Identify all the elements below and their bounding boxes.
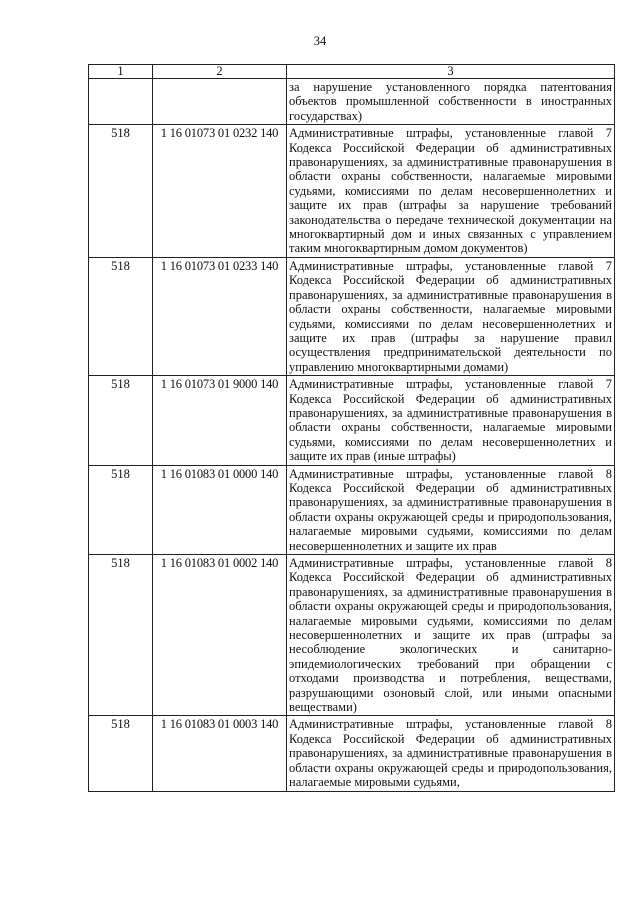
admin-code-cell: 518 [89,465,153,554]
column-header-3: 3 [287,65,615,79]
column-header-2: 2 [153,65,287,79]
revenue-code-cell: 1 16 01073 01 0233 140 [153,257,287,375]
revenue-code-cell: 1 16 01083 01 0002 140 [153,555,287,716]
admin-code-cell: 518 [89,716,153,791]
admin-code-cell: 518 [89,125,153,258]
description-cell: Административные штрафы, установленные главой 8 Кодекса Российской Федерации об административных правонарушениях, за административные правонарушения в области охраны окружающей среды и природопользования, налагаемые мировыми судьями, [287,716,615,791]
table-row [89,125,615,258]
description-cell: Административные штрафы, установленные главой 7 Кодекса Российской Федерации об административных правонарушениях, за административные правонарушения в области охраны собственности, налагаемые мировыми судьями, комиссиями по делам несовершеннолетних и защите их прав (штрафы за нарушение требований законодательства о передаче технической документации на многоквартирный дом и иных связанных с управлением таким многоквартирным домом документов) [287,125,615,258]
column-header-1: 1 [89,65,153,79]
table-row [89,555,615,716]
table-header [89,65,615,79]
description-cell: Административные штрафы, установленные главой 7 Кодекса Российской Федерации об административных правонарушениях, за административные правонарушения в области охраны собственности, налагаемые мировыми судьями, комиссиями по делам несовершеннолетних и защите их прав (штрафы за нарушение правил осуществления предпринимательской деятельности по управлению многоквартирными домами) [287,257,615,375]
revenue-code-cell [153,79,287,125]
table-row [89,257,615,375]
table-row [89,716,615,791]
description-cell: Административные штрафы, установленные главой 8 Кодекса Российской Федерации об административных правонарушениях, за административные правонарушения в области охраны окружающей среды и природопользования, налагаемые мировыми судьями, комиссиями по делам несовершеннолетних и защите их прав [287,465,615,554]
table-row [89,79,615,125]
revenue-code-cell: 1 16 01083 01 0000 140 [153,465,287,554]
admin-code-cell: 518 [89,555,153,716]
header-row [89,65,615,79]
revenue-code-cell: 1 16 01073 01 0232 140 [153,125,287,258]
page-number: 34 [313,34,327,48]
revenue-code-cell: 1 16 01073 01 9000 140 [153,376,287,465]
revenue-code-cell: 1 16 01083 01 0003 140 [153,716,287,791]
admin-code-cell [89,79,153,125]
description-cell: за нарушение установленного порядка патентования объектов промышленной собственности в иностранных государствах) [287,79,615,125]
admin-code-cell: 518 [89,376,153,465]
table-body [89,79,615,792]
revenue-codes-table [88,64,615,792]
admin-code-cell: 518 [89,257,153,375]
table-row [89,376,615,465]
table-row [89,465,615,554]
description-cell: Административные штрафы, установленные главой 8 Кодекса Российской Федерации об административных правонарушениях, за административные правонарушения в области охраны окружающей среды и природопользования, налагаемые мировыми судьями, комиссиями по делам несовершеннолетних и защите их прав (штрафы за несоблюдение экологических и санитарно-эпидемиологических требований при обращении с отходами производства и потребления, веществами, разрушающими озоновый слой, или иными опасными веществами) [287,555,615,716]
description-cell: Административные штрафы, установленные главой 7 Кодекса Российской Федерации об административных правонарушениях, за административные правонарушения в области охраны собственности, налагаемые мировыми судьями, комиссиями по делам несовершеннолетних и защите их прав (иные штрафы) [287,376,615,465]
